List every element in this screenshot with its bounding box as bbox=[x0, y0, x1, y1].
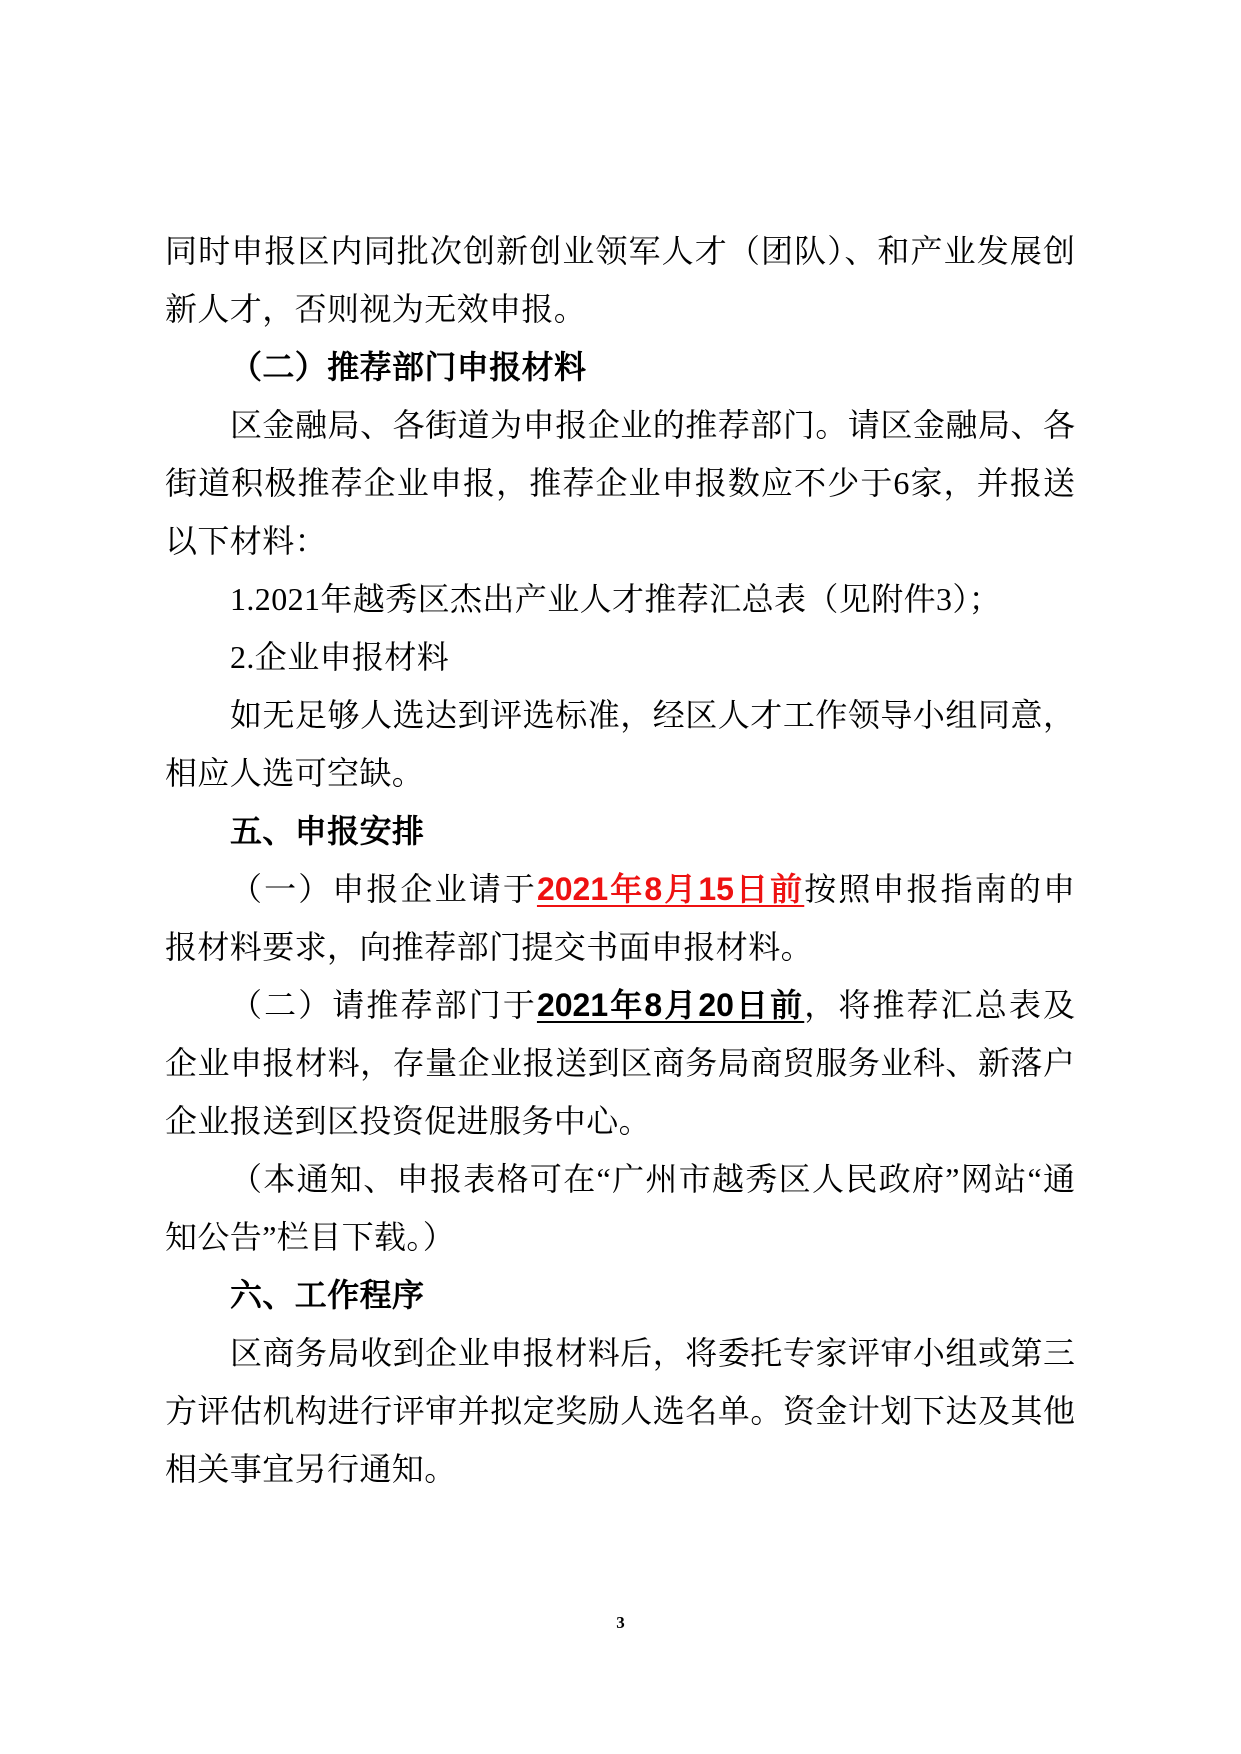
paragraph-line: 企业报送到区投资促进服务中心。 bbox=[165, 1103, 652, 1139]
document-body bbox=[165, 222, 1075, 1498]
paragraph-line: 知公告”栏目下载。） bbox=[165, 1219, 456, 1255]
deadline-highlight: 2021年8月15日前 bbox=[536, 871, 805, 907]
page-number: 3 bbox=[616, 1613, 625, 1632]
paragraph-line: 区商务局收到企业申报材料后，将委托专家评审小组或第三 bbox=[230, 1335, 1075, 1371]
paragraph-line: 如无足够人选达到评选标准，经区人才工作领导小组同意， bbox=[230, 697, 1075, 733]
section-heading: 六、工作程序 bbox=[230, 1276, 425, 1314]
paragraph-line: 区金融局、各街道为申报企业的推荐部门。请区金融局、各 bbox=[230, 407, 1075, 443]
paragraph-line: 街道积极推荐企业申报，推荐企业申报数应不少于6家，并报送 bbox=[165, 465, 1075, 501]
paragraph-line: 以下材料： bbox=[165, 523, 328, 559]
paragraph-line: 报材料要求，向推荐部门提交书面申报材料。 bbox=[165, 929, 814, 965]
list-item: 1.2021年越秀区杰出产业人才推荐汇总表（见附件3）； bbox=[230, 581, 1002, 617]
paragraph-line: 企业申报材料，存量企业报送到区商务局商贸服务业科、新落户 bbox=[165, 1045, 1075, 1081]
line-text: ，将推荐汇总表及 bbox=[804, 987, 1075, 1023]
paragraph-line: （本通知、申报表格可在“广州市越秀区人民政府”网站“通 bbox=[230, 1161, 1075, 1197]
list-item: 2.企业申报材料 bbox=[230, 639, 450, 675]
line-text: 按照申报指南的申 bbox=[804, 871, 1075, 907]
paragraph-line: 同时申报区内同批次创新创业领军人才（团队）、和产业发展创 bbox=[165, 233, 1075, 269]
subsection-heading: （二）推荐部门申报材料 bbox=[230, 349, 587, 385]
paragraph-line: 相应人选可空缺。 bbox=[165, 755, 425, 791]
paragraph-line: 相关事宜另行通知。 bbox=[165, 1451, 457, 1487]
paragraph-line: 方评估机构进行评审并拟定奖励人选名单。资金计划下达及其他 bbox=[165, 1393, 1075, 1429]
deadline-highlight: 2021年8月20日前 bbox=[536, 987, 805, 1023]
line-text: （二）请推荐部门于 bbox=[230, 987, 537, 1023]
section-heading: 五、申报安排 bbox=[230, 812, 425, 850]
paragraph-line: 新人才，否则视为无效申报。 bbox=[165, 291, 587, 327]
deadline-line bbox=[165, 976, 1075, 1034]
line-text: （一）申报企业请于 bbox=[230, 871, 537, 907]
deadline-line bbox=[165, 860, 1075, 918]
